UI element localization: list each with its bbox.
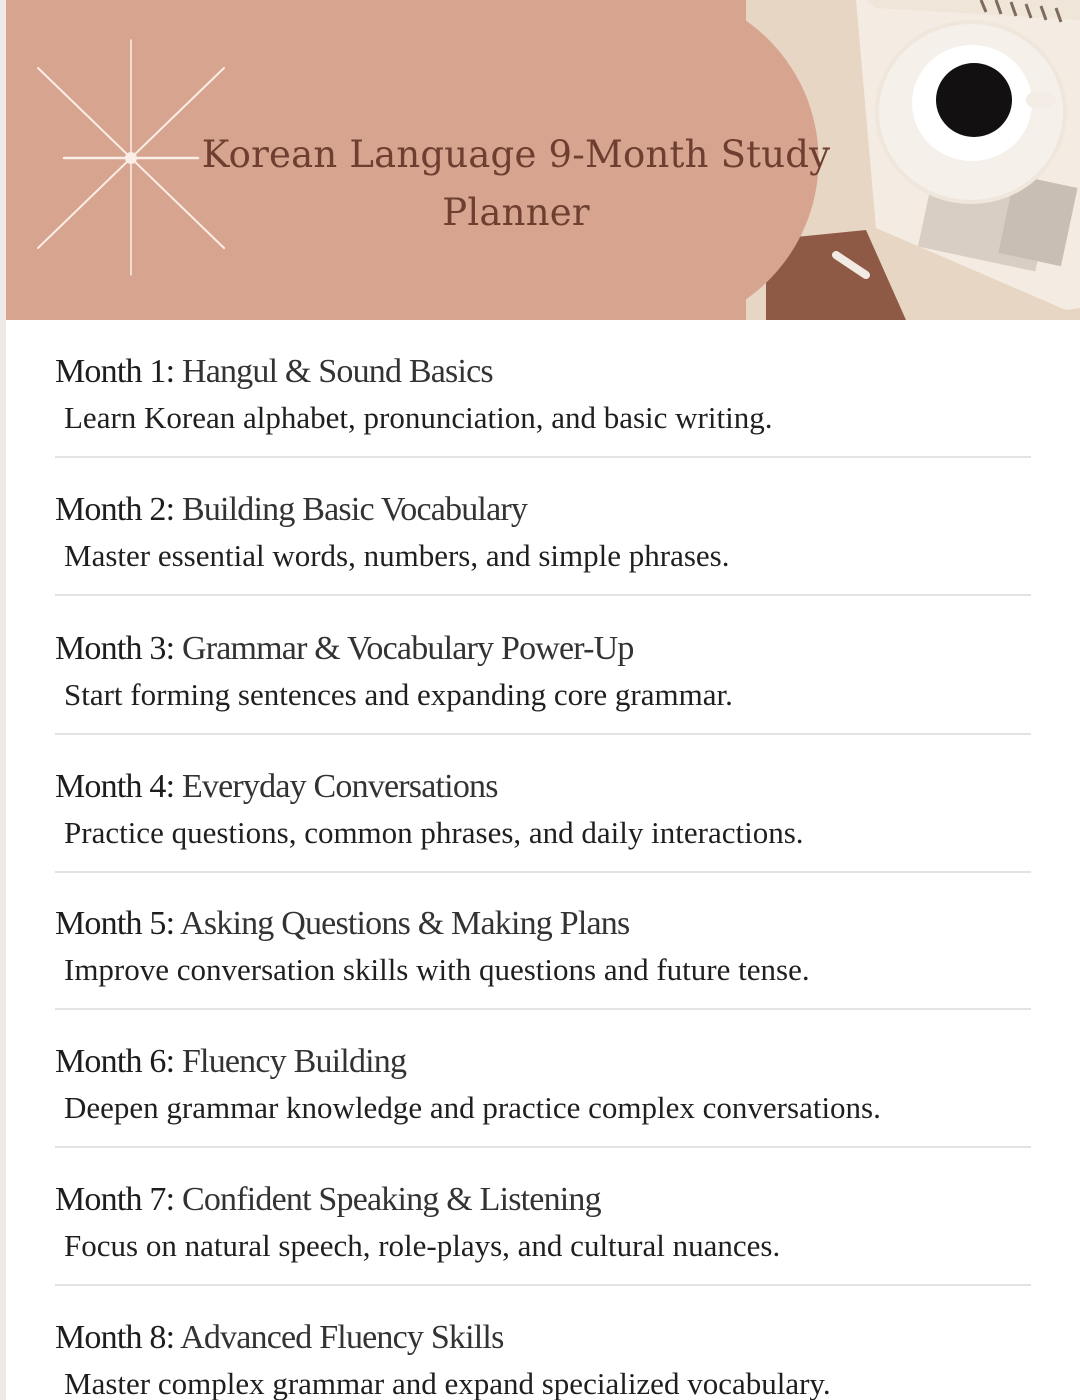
month-topic: Grammar & Vocabulary Power-Up bbox=[181, 630, 634, 667]
month-heading bbox=[55, 490, 527, 530]
month-topic: Building Basic Vocabulary bbox=[181, 491, 528, 528]
month-topic: Fluency Building bbox=[181, 1043, 407, 1080]
month-description: Focus on natural speech, role-plays, and cultural nuances. bbox=[64, 1228, 781, 1263]
month-description: Improve conversation skills with questions and future tense. bbox=[64, 952, 810, 987]
month-item bbox=[55, 735, 1031, 873]
month-item bbox=[55, 1286, 1031, 1400]
month-topic: Asking Questions & Making Plans bbox=[180, 905, 630, 942]
month-label: Month 1: bbox=[55, 353, 175, 390]
coffee-cup-illustration bbox=[875, 20, 1067, 204]
month-label: Month 2: bbox=[55, 491, 175, 528]
page-title: Korean Language 9-Month Study Planner bbox=[201, 133, 831, 234]
month-heading bbox=[55, 1042, 406, 1082]
month-heading bbox=[55, 1318, 504, 1358]
month-item bbox=[55, 597, 1031, 735]
divider bbox=[55, 594, 1031, 596]
month-topic: Confident Speaking & Listening bbox=[181, 1181, 601, 1218]
month-topic: Everyday Conversations bbox=[181, 768, 498, 805]
month-label: Month 7: bbox=[55, 1181, 175, 1218]
month-label: Month 8: bbox=[55, 1319, 175, 1356]
month-description: Deepen grammar knowledge and practice complex conversations. bbox=[64, 1090, 881, 1125]
month-item bbox=[55, 1148, 1031, 1286]
header-banner bbox=[6, 0, 1080, 320]
month-label: Month 4: bbox=[55, 768, 175, 805]
month-heading bbox=[55, 352, 493, 392]
month-item bbox=[55, 320, 1031, 458]
month-description: Master complex grammar and expand specialized vocabulary. bbox=[64, 1366, 831, 1400]
month-label: Month 6: bbox=[55, 1043, 175, 1080]
month-heading bbox=[55, 1180, 601, 1220]
month-heading bbox=[55, 904, 629, 944]
month-label: Month 5: bbox=[55, 905, 175, 942]
month-topic: Advanced Fluency Skills bbox=[180, 1319, 504, 1356]
month-item bbox=[55, 458, 1031, 596]
month-description: Start forming sentences and expanding core grammar. bbox=[64, 677, 733, 712]
month-topic: Hangul & Sound Basics bbox=[181, 353, 493, 390]
month-item bbox=[55, 872, 1031, 1010]
month-label: Month 3: bbox=[55, 630, 175, 667]
month-heading bbox=[55, 767, 498, 807]
title-block bbox=[176, 126, 856, 242]
month-description: Practice questions, common phrases, and daily interactions. bbox=[64, 815, 804, 850]
month-description: Learn Korean alphabet, pronunciation, and basic writing. bbox=[64, 400, 773, 435]
month-description: Master essential words, numbers, and simple phrases. bbox=[64, 538, 730, 573]
month-item bbox=[55, 1010, 1031, 1148]
month-heading bbox=[55, 629, 634, 669]
